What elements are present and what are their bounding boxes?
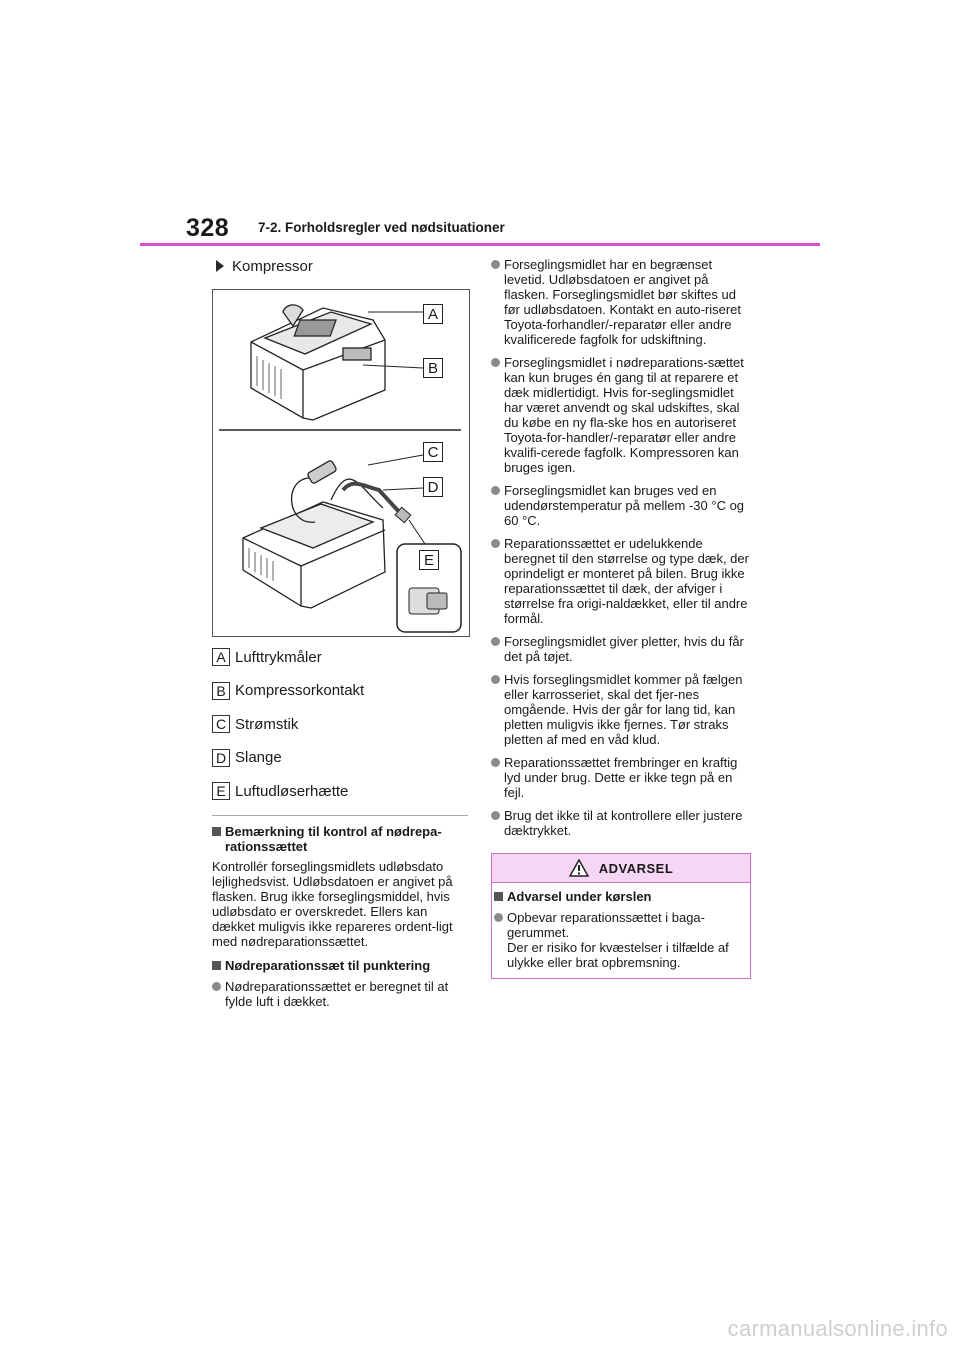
compressor-drawing: [213, 290, 469, 636]
section-divider: [212, 815, 468, 816]
warning-header: [492, 854, 750, 883]
legend-item: [212, 714, 470, 734]
warning-bullet-line2: Der er risiko for kvæstelser i tilfælde af ulykke eller brat opbremsning.: [507, 940, 729, 970]
right-column: [491, 257, 753, 979]
square-bullet-icon: [212, 961, 221, 970]
callout-c: C: [423, 442, 443, 462]
list-item-text: Reparationssættet frembringer en kraftig lyd under brug. Dette er ikke tegn på en fejl.: [504, 755, 738, 800]
circle-bullet-icon: [212, 982, 221, 991]
page-number: 328: [186, 214, 230, 242]
circle-bullet-icon: [491, 486, 500, 495]
list-item-text: Forseglingsmidlet har en begrænset levetid. Udløbsdatoen er angivet på flasken. Forseglingsmidlet bør skiftes ud før udløbsdatoen. Kontakt en auto-riseret Toyota-forhandler/-reparatør eller andre kvalificerede fagfolk for udskiftning.: [504, 257, 742, 347]
circle-bullet-icon: [491, 358, 500, 367]
legend-item: [212, 647, 470, 667]
legend-label: Luftudløserhætte: [235, 782, 349, 800]
left-column: [212, 256, 470, 1017]
note-heading-text: Bemærkning til kontrol af nødrepa-rationssættet: [225, 823, 442, 854]
legend-letter: E: [212, 782, 230, 800]
legend-letter: D: [212, 749, 230, 767]
circle-bullet-icon: [491, 675, 500, 684]
legend-label: Strømstik: [235, 715, 299, 733]
legend-letter: A: [212, 648, 230, 666]
figure-legend: [212, 647, 470, 801]
list-item: [491, 355, 753, 475]
list-item-text: Forseglingsmidlet kan bruges ved en udendørstemperatur på mellem -30 °C og 60 °C.: [504, 483, 745, 528]
callout-e: E: [419, 550, 439, 570]
warning-heading: [494, 889, 744, 904]
list-item: [491, 755, 753, 800]
circle-bullet-icon: [491, 260, 500, 269]
list-item-text: Forseglingsmidlet i nødreparations-sættet kan kun bruges én gang til at reparere et dæk midlertidigt. Hvis for-seglingsmidlet har været anvendt og skal udskiftes, skal du købe en ny fla-ske hos en autoriseret Toyota-for-handler/-reparatør eller andre kvalifi-cerede fagfolk. Kompressoren kan bruges igen.: [504, 355, 744, 475]
figure-title-text: Kompressor: [232, 257, 313, 275]
callout-b: B: [423, 358, 443, 378]
circle-bullet-icon: [491, 758, 500, 767]
warning-body: [492, 883, 750, 978]
note-text: Kontrollér forseglingsmidlets udløbsdato lejlighedsvist. Udløbsdatoen er angivet på flasken. Brug ikke forseglingsmiddel, hvis udløbsdato er overskredet. Ellers kan dækket muligvis ikke repareres ordent-ligt med nødreparationssættet.: [212, 858, 453, 949]
callout-a: A: [423, 304, 443, 324]
warning-bullet-line1: Opbevar reparationssættet i baga-gerummet.: [507, 910, 705, 940]
list-item-text: Forseglingsmidlet giver pletter, hvis du får det på tøjet.: [504, 634, 744, 664]
header-rule: [140, 243, 820, 246]
legend-item: [212, 681, 470, 701]
circle-bullet-icon: [494, 913, 503, 922]
kit-bullet: [212, 979, 470, 1009]
list-item-text: Reparationssættet er udelukkende beregnet til den størrelse og type dæk, der oprindeligt er monteret på bilen. Brug ikke reparationssættet til dæk, der afviger i størrelse fra origi-naldækket, eller til andre formål.: [504, 536, 749, 626]
note-heading: [212, 824, 470, 854]
warning-title: ADVARSEL: [598, 860, 674, 876]
compressor-illustration: [212, 289, 470, 637]
list-item-text: Hvis forseglingsmidlet kommer på fælgen eller karrosseriet, skal det fjer-nes omgående. Hvis der går for lang tid, kan pletten muligvis ikke fjernes. Tør straks pletten af med en våd klud.: [504, 672, 743, 747]
kit-heading: [212, 958, 470, 973]
kit-heading-text: Nødreparationssæt til punktering: [225, 957, 431, 973]
legend-item: [212, 748, 470, 768]
list-item: [491, 257, 753, 347]
circle-bullet-icon: [491, 637, 500, 646]
legend-label: Kompressorkontakt: [235, 682, 365, 699]
legend-label: Slange: [235, 749, 282, 766]
chapter-title: 7-2. Forholdsregler ved nødsituationer: [258, 220, 505, 235]
list-item: [491, 483, 753, 528]
watermark: carmanualsonline.info: [727, 1316, 948, 1341]
warning-box: [491, 853, 751, 979]
warning-heading-text: Advarsel under kørslen: [507, 889, 652, 904]
list-item-text: Brug det ikke til at kontrollere eller justere dæktrykket.: [504, 808, 743, 838]
warning-bullet-text: [507, 910, 744, 970]
square-bullet-icon: [212, 827, 221, 836]
legend-item: [212, 781, 470, 801]
circle-bullet-icon: [491, 539, 500, 548]
legend-letter: C: [212, 715, 230, 733]
figure-title: [212, 256, 470, 276]
list-item: [491, 536, 753, 626]
legend-label: Lufttrykmåler: [235, 648, 322, 666]
list-item: [491, 672, 753, 747]
kit-bullet-text: Nødreparationssættet er beregnet til at fylde luft i dækket.: [225, 978, 449, 1009]
warning-triangle-icon: [569, 859, 589, 877]
circle-bullet-icon: [491, 811, 500, 820]
warning-bullet: [494, 910, 744, 970]
list-item: [491, 808, 753, 838]
triangle-bullet-icon: [216, 260, 224, 272]
callout-d: D: [423, 477, 443, 497]
square-bullet-icon: [494, 892, 503, 901]
list-item: [491, 634, 753, 664]
legend-letter: B: [212, 682, 230, 700]
